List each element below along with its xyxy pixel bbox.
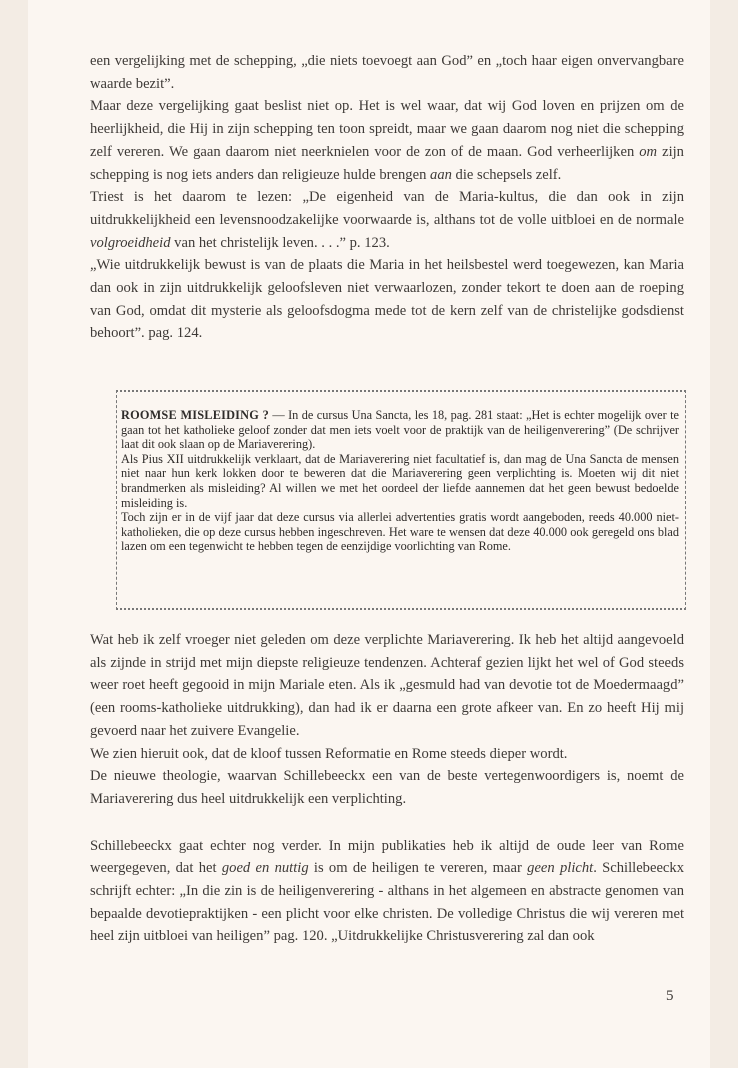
box-paragraph: ROOMSE MISLEIDING ? — In de cursus Una Sancta, les 18, pag. 281 staat: „Het is echter mogelijk over te gaan tot het katholieke geloof zonder dat men iets voelt voor de praktijk van de heiligenverering” (De schrijver laat dit ook slaan op de Mariaverering). — [121, 408, 679, 452]
emphasis: om — [639, 143, 658, 160]
box-heading: ROOMSE MISLEIDING ? — [121, 408, 269, 422]
page-number: 5 — [666, 988, 674, 1004]
emphasis: goed en nuttig — [221, 860, 309, 877]
emphasis: geen plicht — [527, 860, 594, 877]
paragraph: Maar deze vergelijking gaat beslist niet op. Het is wel waar, dat wij God loven en prijzen om de heerlijkheid, die Hij in zijn schepping ten toon spreidt, maar we gaan daarom nog niet die schepping zelf vereren. We gaan daarom niet neerknielen voor de zon of de maan. God verheerlijken om zijn schepping is nog iets anders dan religieuze hulde brengen aan die schepsels zelf. — [90, 98, 684, 183]
box-paragraph: Toch zijn er in de vijf jaar dat deze cursus via allerlei advertenties gratis wordt aangeboden, reeds 40.000 niet-katholieken, die op deze cursus hebben ingeschreven. Het ware te wensen dat deze 40.000 ook geregeld ons blad lazen om een tegenwicht te hebben tegen de eenzijdige voorlichting van Rome. — [121, 510, 679, 554]
paragraph: Schillebeeckx gaat echter nog verder. In mijn publikaties heb ik altijd de oude leer van Rome weergegeven, dat het goed en nuttig is om de heiligen te vereren, maar geen plicht. Schillebeeckx schrijft echter: „In die zin is de heiligenverering - althans in het algemeen en abstracte genomen van bepaalde devotiepraktijken - een plicht voor elke christen. De volledige Christus die wij vereren met heel zijn uitbloei van heiligen” pag. 120. „Uitdrukkelijke Christusverering zal dan ook — [90, 837, 685, 945]
paragraph: We zien hieruit ook, dat de kloof tussen Reformatie en Rome steeds dieper wordt. — [90, 745, 568, 762]
text-block-top — [90, 50, 684, 345]
emphasis: volgroeidheid — [90, 234, 171, 251]
paragraph: Wat heb ik zelf vroeger niet geleden om deze verplichte Mariaverering. Ik heb het altijd aangevoeld als zijnde in strijd met mijn diepste religieuze tendenzen. Achteraf gezien lijkt het wel of God steeds weer roet heeft gegooid in mijn Mariale eten. Als ik „gesmuld had van devotie tot de Moedermaagd” (een rooms-katholieke uitdrukking), dan had ik er daarna een grote afkeer van. En zo heeft Hij mij gevoerd naar het zuivere Evangelie. — [90, 632, 684, 739]
emphasis: aan — [430, 166, 452, 183]
page — [28, 0, 710, 1068]
paragraph: een vergelijking met de schepping, „die niets toevoegt aan God” en „toch haar eigen onvervangbare waarde bezit”. — [90, 53, 684, 92]
paragraph: De nieuwe theologie, waarvan Schillebeeckx een van de beste vertegenwoordigers is, noemt de Mariaverering dus heel uitdrukkelijk een verplichting. — [90, 768, 684, 807]
roomse-misleiding-box — [116, 390, 686, 610]
box-paragraph: Als Pius XII uitdrukkelijk verklaart, dat de Mariaverering niet facultatief is, dan mag de Una Sancta de mensen niet naar hun kerk lokken door te beweren dat die Mariaverering geen verplichting is. Moeten wij dit niet brandmerken als misleiding? Al willen we met het oordeel der liefde aannemen dat het geen bewust bedoelde misleiding is. — [121, 451, 679, 510]
paragraph: Triest is het daarom te lezen: „De eigenheid van de Maria-kultus, die dan ook in zijn uitdrukkelijkheid een levensnoodzakelijke voorwaarde is, althans tot de volle uitbloei en de normale volgroeidheid van het christelijk leven. . . .” p. 123. — [90, 189, 684, 251]
paragraph: „Wie uitdrukkelijk bewust is van de plaats die Maria in het heilsbestel werd toegewezen, kan Maria dan ook in zijn uitdrukkelijk geloofsleven niet verwaarlozen, zonder tekort te doen aan de roeping van God, omdat dit mysterie als geloofsdogma mede tot de kern zelf van de christelijke godsdienst behoort”. pag. 124. — [90, 257, 684, 342]
text-block-bottom — [90, 629, 684, 948]
